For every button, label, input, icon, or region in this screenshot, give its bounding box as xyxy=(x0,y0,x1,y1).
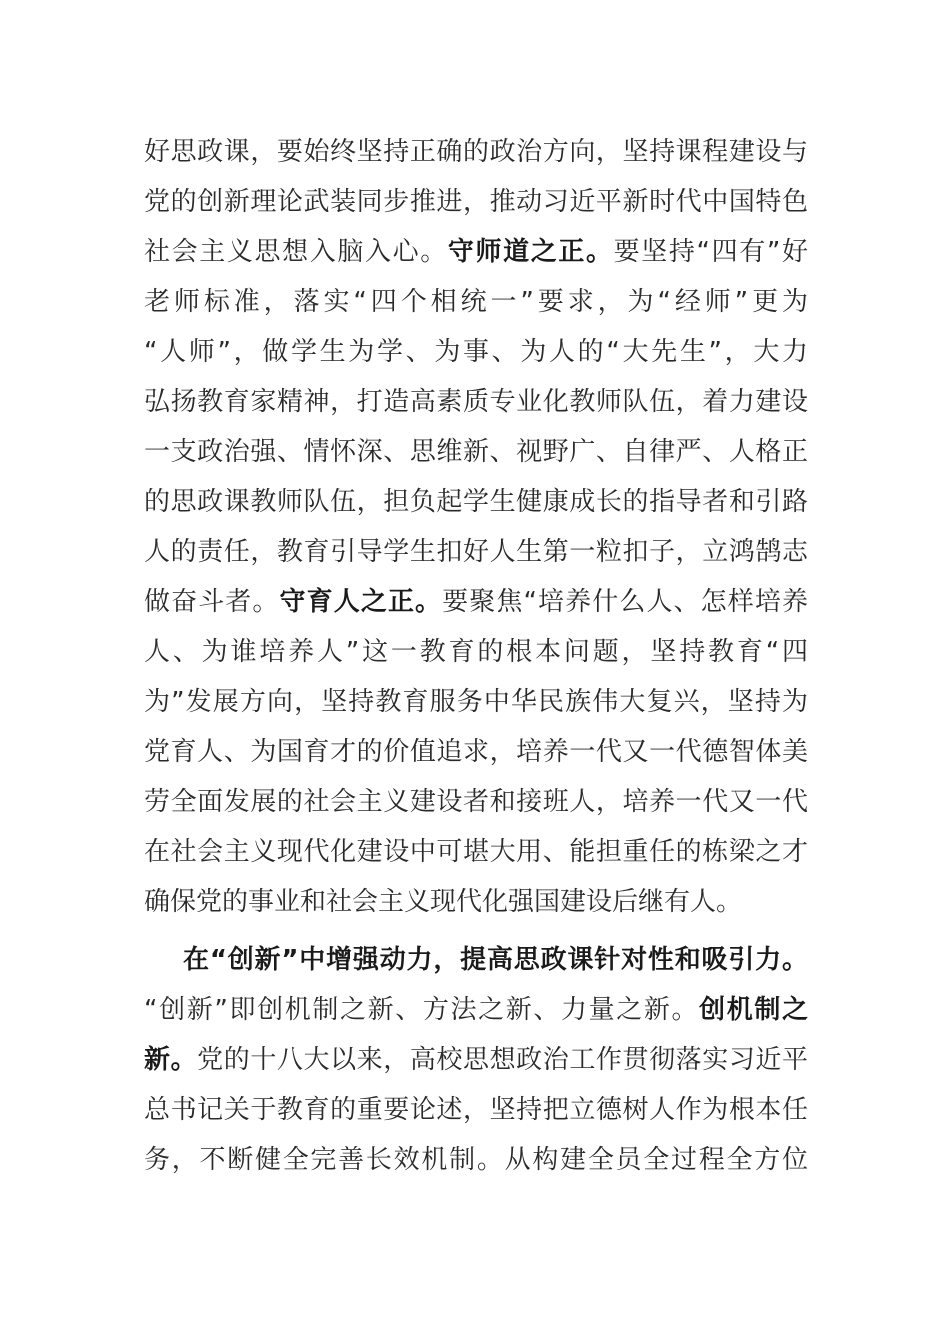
text-run: “创新”即创机制之新、方法之新、力量之新。 xyxy=(144,995,700,1025)
text-line xyxy=(144,1135,808,1185)
paragraph-1 xyxy=(144,127,808,927)
text-run: 一支政治强、情怀深、思维新、视野广、自律严、人格正 xyxy=(144,437,808,467)
text-run: 劳全面发展的社会主义建设者和接班人，培养一代又一代 xyxy=(144,787,808,817)
text-run: 在社会主义现代化建设中可堪大用、能担重任的栋梁之才 xyxy=(144,837,808,867)
text-line xyxy=(144,527,808,577)
text-run: 党育人、为国育才的价值追求，培养一代又一代德智体美 xyxy=(144,737,808,767)
text-line xyxy=(144,427,808,477)
text-run: 社会主义思想入脑入心。 xyxy=(144,237,448,267)
bold-section-heading: 在“创新”中增强动力，提高思政课针对性和吸引力。 xyxy=(183,945,808,975)
text-run: 总书记关于教育的重要论述，坚持把立德树人作为根本任 xyxy=(144,1095,808,1125)
text-line xyxy=(144,985,808,1035)
text-line xyxy=(144,577,808,627)
bold-heading-chuangjizhi: 创机制之 xyxy=(699,995,808,1025)
text-run: 好思政课，要始终坚持正确的政治方向，坚持课程建设与 xyxy=(144,137,808,167)
text-line xyxy=(144,677,808,727)
text-line xyxy=(144,327,808,377)
text-run: 老师标准，落实“四个相统一”要求，为“经师”更为 xyxy=(144,287,808,317)
text-line xyxy=(144,1035,808,1085)
text-line xyxy=(144,877,808,927)
text-line xyxy=(144,627,808,677)
text-line xyxy=(144,477,808,527)
text-run: 弘扬教育家精神，打造高素质专业化教师队伍，着力建设 xyxy=(144,387,808,417)
text-line xyxy=(144,127,808,177)
text-run: “人师”，做学生为学、为事、为人的“大先生”，大力 xyxy=(144,337,808,367)
text-run: 党的创新理论武装同步推进，推动习近平新时代中国特色 xyxy=(144,187,808,217)
text-line xyxy=(144,177,808,227)
text-line xyxy=(144,827,808,877)
text-line xyxy=(144,727,808,777)
bold-heading-shouyuren: 守育人之正。 xyxy=(279,587,443,617)
text-run: 务，不断健全完善长效机制。从构建全员全过程全方位 xyxy=(144,1145,808,1175)
text-run: 党的十八大以来，高校思想政治工作贯彻落实习近平 xyxy=(197,1045,808,1075)
text-run: 做奋斗者。 xyxy=(144,587,280,617)
bold-heading-chuangjizhi-cont: 新。 xyxy=(144,1045,198,1075)
text-line xyxy=(144,227,808,277)
text-line xyxy=(144,777,808,827)
text-line xyxy=(144,377,808,427)
text-run: 人、为谁培养人”这一教育的根本问题，坚持教育“四 xyxy=(144,637,808,667)
text-run: 为”发展方向，坚持教育服务中华民族伟大复兴，坚持为 xyxy=(144,687,808,717)
text-run: 人的责任，教育引导学生扣好人生第一粒扣子，立鸿鹄志 xyxy=(144,537,808,567)
text-line xyxy=(144,1085,808,1135)
text-run: 要聚焦“培养什么人、怎样培养 xyxy=(442,587,808,617)
paragraph-2 xyxy=(144,935,808,1185)
text-run: 要坚持“四有”好 xyxy=(613,237,808,267)
text-run: 确保党的事业和社会主义现代化强国建设后继有人。 xyxy=(144,887,743,917)
text-line xyxy=(144,935,808,985)
text-run: 的思政课教师队伍，担负起学生健康成长的指导者和引路 xyxy=(144,487,808,517)
text-line xyxy=(144,277,808,327)
bold-heading-shoushidao: 守师道之正。 xyxy=(447,237,614,267)
